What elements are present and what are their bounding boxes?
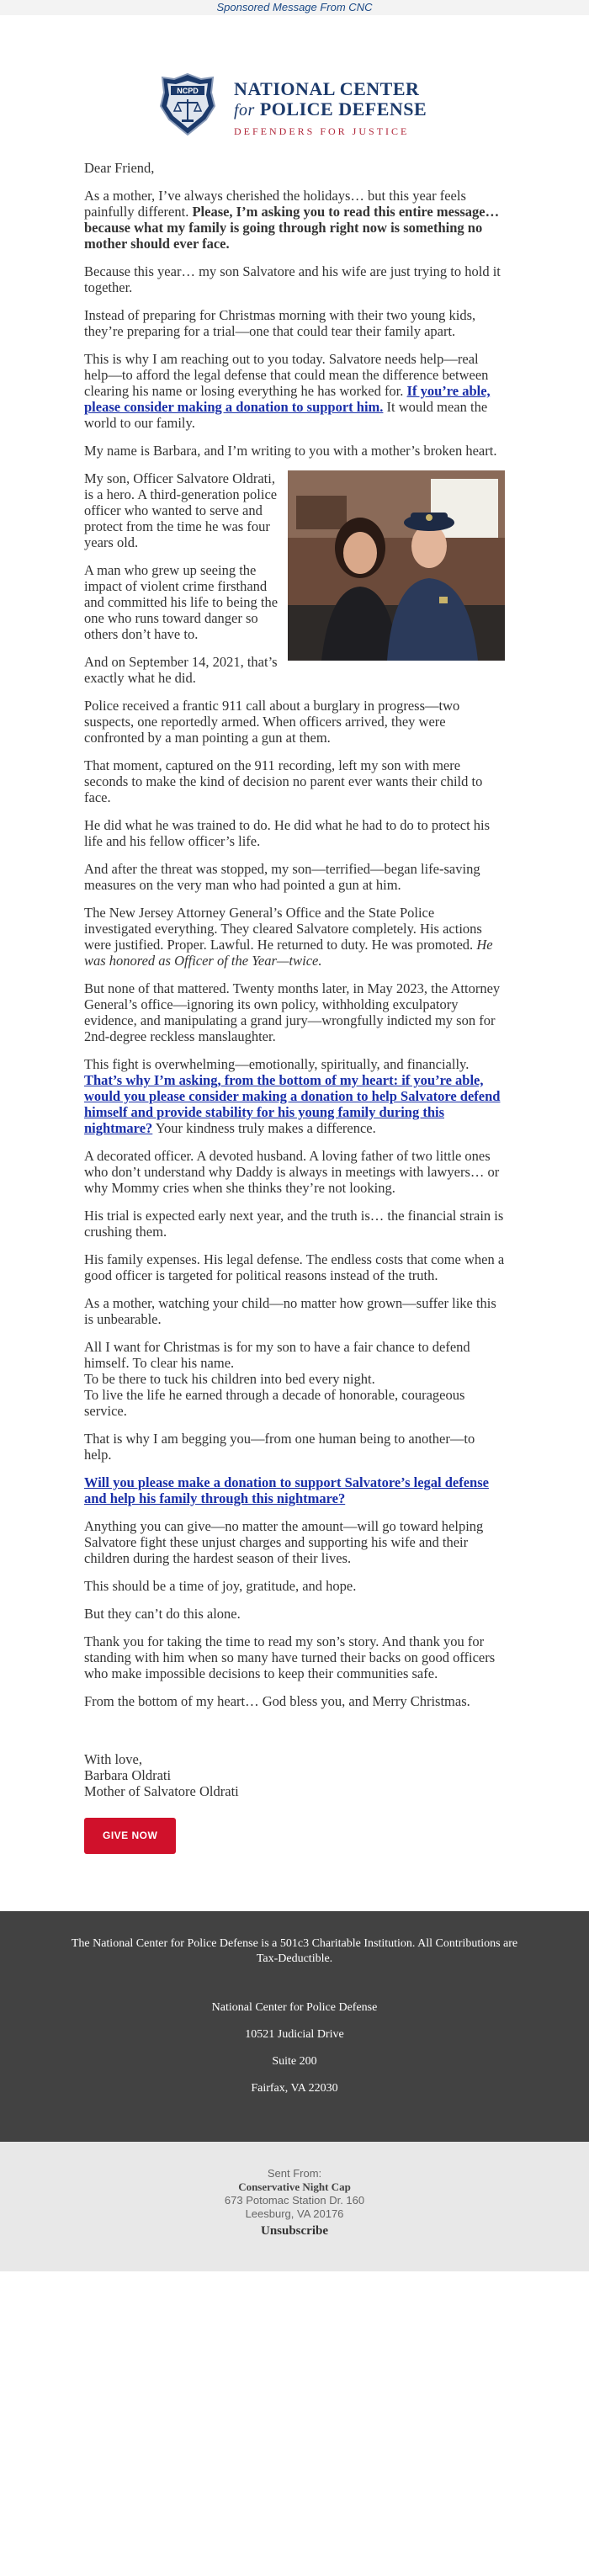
badge-text: NCPD	[177, 87, 199, 95]
sponsored-text: Sponsored Message From CNC	[216, 1, 373, 13]
paragraph: Because this year… my son Salvatore and his wife are just trying to hold it together.	[84, 263, 501, 295]
give-now-button[interactable]: GIVE NOW	[84, 1818, 176, 1854]
paragraph: A man who grew up seeing the impact of violent crime firsthand and committed his life to being the one who runs toward danger so others don’t have to.	[84, 562, 279, 642]
paragraph	[84, 1339, 505, 1419]
donate-link[interactable]: That’s why I’m asking, from the bottom of my heart: if you’re able, would you please consider making a donation to help Salvatore defend himself and provide stability for his young family during this nightmare?	[84, 1072, 501, 1136]
footer-address	[67, 2000, 522, 2096]
family-photo	[288, 470, 505, 661]
signature-title: Mother of Salvatore Oldrati	[84, 1783, 239, 1799]
sender-city: Leesburg, VA 20176	[245, 2207, 344, 2220]
footer-suite: Suite 200	[272, 2055, 317, 2068]
footer-city: Fairfax, VA 22030	[251, 2082, 338, 2095]
paragraph: He did what he was trained to do. He did what he had to do to protect his life and his fellow officer’s life.	[84, 817, 491, 849]
paragraph-text: It would mean the world to our family.	[84, 399, 488, 431]
paragraph: This should be a time of joy, gratitude, and hope.	[84, 1578, 357, 1594]
paragraph-text: This is why I am reaching out to you today. Salvatore needs help—real help—to afford the legal defense that could mean the difference between clearing his name or losing everything he has worked for.	[84, 351, 489, 399]
paragraph: But none of that mattered. Twenty months later, in May 2023, the Attorney General’s office—ignoring its own policy, withholding exculpatory evidence, and manipulating a grand jury—wrongfully indicted my son for 2nd-degree reckless manslaughter.	[84, 980, 501, 1044]
paragraph-bold: Please, I’m asking you to read this entire message…because what my family is going through right now is something no mother should ever face.	[84, 204, 500, 252]
tax-disclaimer: The National Center for Police Defense is a 501c3 Charitable Institution. All Contributions are Tax-Deductible.	[71, 1937, 518, 1965]
paragraph-line: To be there to tuck his children into bed every night.	[84, 1371, 375, 1387]
footer	[0, 1911, 589, 2142]
paragraph: His trial is expected early next year, and the truth is… the financial strain is crushing them.	[84, 1208, 504, 1240]
footer-org: National Center for Police Defense	[211, 2001, 378, 2014]
sent-from-label: Sent From:	[267, 2167, 322, 2180]
sponsored-banner	[0, 0, 589, 15]
paragraph	[84, 905, 505, 969]
paragraph: That moment, captured on the 911 recording, left my son with mere seconds to make the kind of decision no parent ever wants their child to face.	[84, 757, 483, 805]
letter-body	[0, 143, 589, 1854]
greeting: Dear Friend,	[84, 160, 155, 176]
paragraph-text: The New Jersey Attorney General’s Office and the State Police investigated everything. They cleared Salvatore completely. His actions were justified. Proper. Lawful. He returned to duty. He was promoted.	[84, 905, 482, 953]
signature-name: Barbara Oldrati	[84, 1767, 172, 1783]
donate-link[interactable]: Will you please make a donation to support Salvatore’s legal defense and help his family through this nightmare?	[84, 1474, 489, 1506]
paragraph: As a mother, watching your child—no matter how grown—suffer like this is unbearable.	[84, 1295, 496, 1327]
org-tagline: DEFENDERS FOR JUSTICE	[234, 125, 410, 137]
paragraph-line: All I want for Christmas is for my son to have a fair chance to defend himself. To clear his name.	[84, 1339, 470, 1371]
org-name-for: for	[234, 101, 255, 120]
paragraph: Instead of preparing for Christmas morning with their two young kids, they’re preparing for a trial—one that could tear their family apart.	[84, 307, 476, 339]
paragraph: My son, Officer Salvatore Oldrati, is a hero. A third-generation police officer who wanted to serve and protect from the time he was four years old.	[84, 470, 278, 550]
paragraph: My name is Barbara, and I’m writing to you with a mother’s broken heart.	[84, 443, 497, 459]
paragraph: But they can’t do this alone.	[84, 1606, 241, 1622]
paragraph: His family expenses. His legal defense. The endless costs that come when a good officer is targeted for political reasons instead of the truth.	[84, 1251, 505, 1283]
org-name-line2: POLICE DEFENSE	[259, 98, 427, 120]
donate-link[interactable]: If you’re able, please consider making a donation to support him.	[84, 383, 491, 415]
paragraph: Police received a frantic 911 call about a burglary in progress—two suspects, one reportedly armed. When officers arrived, they were confronted by a man pointing a gun at them.	[84, 698, 460, 746]
paragraph-text: This fight is overwhelming—emotionally, spiritually, and financially.	[84, 1056, 470, 1072]
paragraph: From the bottom of my heart… God bless you, and Merry Christmas.	[84, 1693, 470, 1709]
paragraph-text: As a mother, I’ve always cherished the holidays… but this year feels painfully different.	[84, 188, 466, 220]
signature	[84, 1751, 505, 1799]
paragraph: Anything you can give—no matter the amount—will go toward helping Salvatore fight these unjust charges and supporting his wife and their children during the hardest season of their lives.	[84, 1518, 484, 1566]
sender-name: Conservative Night Cap	[238, 2180, 351, 2193]
footer-street: 10521 Judicial Drive	[245, 2028, 344, 2041]
paragraph	[84, 351, 505, 431]
paragraph-text: Your kindness truly makes a difference.	[152, 1120, 376, 1136]
paragraph	[84, 1474, 505, 1506]
paragraph: And after the threat was stopped, my son—terrified—began life-saving measures on the very man who had pointed a gun at him.	[84, 861, 480, 893]
ncpd-badge-logo	[159, 72, 216, 136]
paragraph: That is why I am begging you—from one human being to another—to help.	[84, 1431, 475, 1463]
paragraph	[84, 188, 505, 252]
paragraph-italic: He was honored as Officer of the Year—twice.	[84, 937, 493, 969]
signature-line: With love,	[84, 1751, 142, 1767]
paragraph: A decorated officer. A devoted husband. A loving father of two little ones who don’t understand why Daddy is always in meetings with lawyers… or why Mommy cries when she thinks they’re not looking.	[84, 1148, 500, 1196]
org-name	[234, 79, 427, 120]
paragraph: And on September 14, 2021, that’s exactly what he did.	[84, 654, 278, 686]
paragraph: Thank you for taking the time to read my son’s story. And thank you for standing with him when so many have turned their backs on good officers who make impossible decisions to keep their communities safe.	[84, 1633, 496, 1681]
sender-info	[0, 2142, 589, 2271]
paragraph	[84, 1056, 505, 1136]
header	[0, 15, 589, 143]
paragraph-line: To live the life he earned through a decade of honorable, courageous service.	[84, 1387, 465, 1419]
org-name-line1: NATIONAL CENTER	[234, 78, 420, 99]
sender-street: 673 Potomac Station Dr. 160	[224, 2194, 365, 2207]
unsubscribe-link[interactable]: Unsubscribe	[260, 2224, 329, 2238]
